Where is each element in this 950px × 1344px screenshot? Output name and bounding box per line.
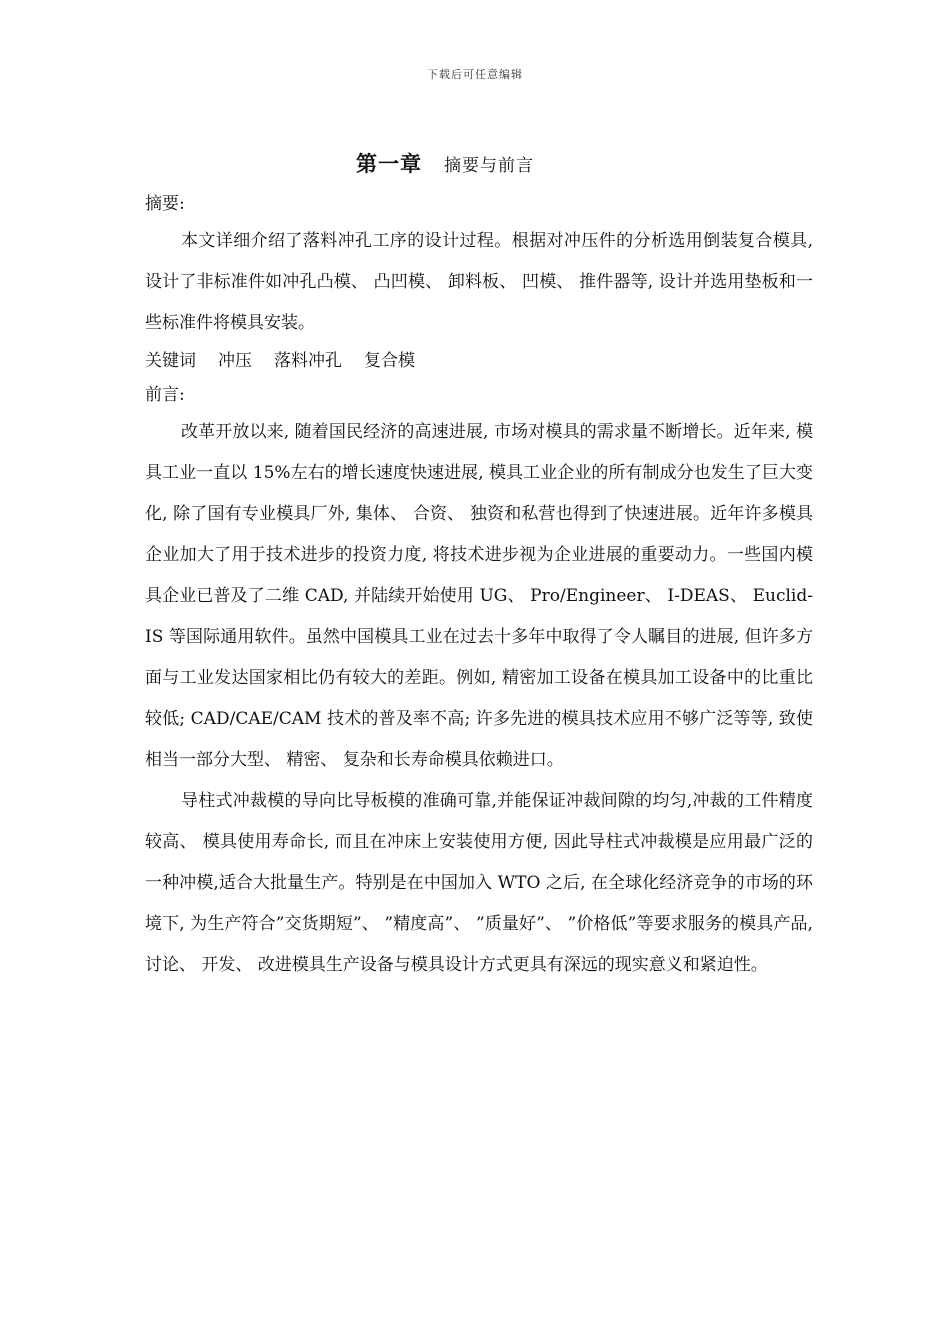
keyword-item: 冲压 [218, 351, 252, 371]
abstract-label: 摘要: [145, 194, 185, 214]
document-body [145, 187, 813, 986]
preface-paragraph-2: 导柱式冲裁模的导向比导板模的准确可靠,并能保证冲裁间隙的均匀,冲裁的工件精度较高、 模具使用寿命长, 而且在冲床上安装使用方便, 因此导柱式冲裁模是应用最广泛的一种冲模,适合大批量生产。特别是在中国加入 WTO 之后, 在全球化经济竞争的市场的环境下, 为生产符合”交货期短”、 ”精度高”、 ”质量好”、 ”价格低”等要求服务的模具产品, 讨论、 开发、 改进模具生产设备与模具设计方式更具有深远的现实意义和紧迫性。 [145, 791, 813, 975]
preface-label: 前言: [145, 385, 185, 405]
keyword-item: 复合模 [364, 351, 415, 371]
preface-paragraph-1: 改革开放以来, 随着国民经济的高速进展, 市场对模具的需求量不断增长。近年来, 模具工业一直以 15%左右的增长速度快速进展, 模具工业企业的所有制成分也发生了巨大变化, 除了国有专业模具厂外, 集体、 合资、 独资和私营也得到了快速进展。近年许多模具企业加大了用于技术进步的投资力度, 将技术进步视为企业进展的重要动力。一些国内模具企业已普及了二维 CAD, 并陆续开始使用 UG、 Pro/Engineer、 I-DEAS、 Euclid-IS 等国际通用软件。虽然中国模具工业在过去十多年中取得了令人瞩目的进展, 但许多方面与工业发达国家相比仍有较大的差距。例如, 精密加工设备在模具加工设备中的比重比较低; CAD/CAE/CAM 技术的普及率不高; 许多先进的模具技术应用不够广泛等等, 致使相当一部分大型、 精密、 复杂和长寿命模具依赖进口。 [145, 422, 813, 770]
keywords-line [145, 344, 813, 378]
header-note: 下载后可任意编辑 [427, 68, 523, 81]
keywords-label: 关键词 [145, 351, 196, 371]
chapter-title [0, 148, 890, 178]
abstract-paragraph: 本文详细介绍了落料冲孔工序的设计过程。根据对冲压件的分析选用倒装复合模具, 设计了非标准件如冲孔凸模、 凸凹模、 卸料板、 凹模、 推件器等, 设计并选用垫板和一些标准件将模具安装。 [145, 231, 813, 333]
chapter-name: 摘要与前言 [444, 156, 534, 176]
keyword-item: 落料冲孔 [274, 351, 342, 371]
chapter-number: 第一章 [356, 151, 422, 176]
